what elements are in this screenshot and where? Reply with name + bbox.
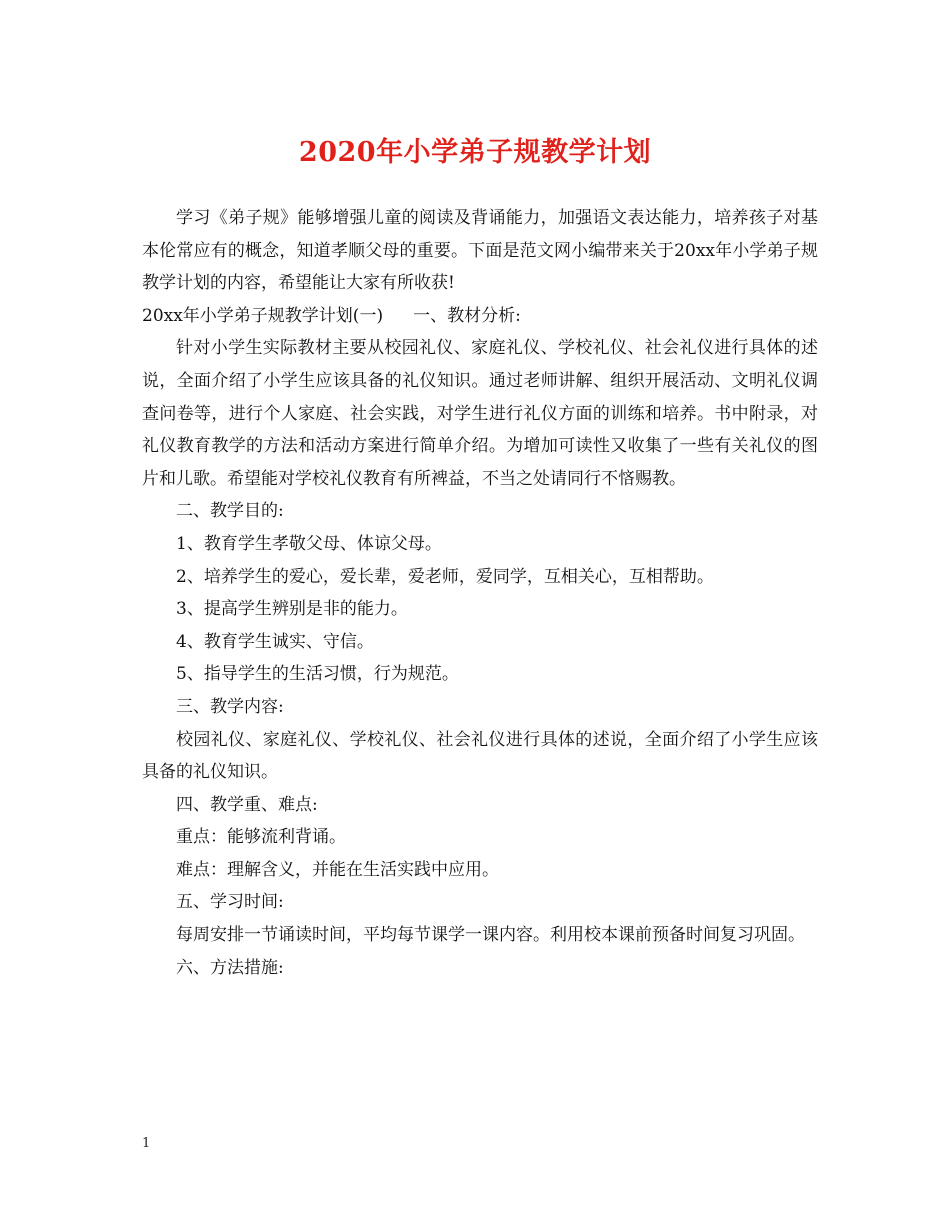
goal-item: 2、培养学生的爱心，爱长辈，爱老师，爱同学，互相关心，互相帮助。	[176, 566, 714, 587]
section1-heading: 一、教材分析:	[413, 305, 521, 326]
document-title: 2020年小学弟子规教学计划	[298, 137, 652, 168]
section3-body: 校园礼仪、家庭礼仪、学校礼仪、社会礼仪进行具体的述说，全面介绍了小学生应该具备的礼仪知识。	[142, 729, 818, 783]
key-point: 重点：能够流利背诵。	[176, 827, 346, 848]
section2-heading: 二、教学目的:	[176, 501, 284, 522]
section1-body: 针对小学生实际教材主要从校园礼仪、家庭礼仪、学校礼仪、社会礼仪进行具体的述说，全面介绍了小学生应该具备的礼仪知识。通过老师讲解、组织开展活动、文明礼仪调查问卷等，进行个人家庭、社会实践，对学生进行礼仪方面的训练和培养。书中附录，对礼仪教育教学的方法和活动方案进行简单介绍。为增加可读性又收集了一些有关礼仪的图片和儿歌。希望能对学校礼仪教育有所裨益，不当之处请同行不悋赐教。	[142, 338, 818, 489]
goal-item: 5、指导学生的生活习惯，行为规范。	[176, 664, 459, 685]
difficult-point: 难点：理解含义，并能在生活实践中应用。	[176, 859, 499, 880]
goal-item: 4、教育学生诚实、守信。	[176, 631, 374, 652]
section5-heading: 五、学习时间:	[176, 892, 284, 913]
document-body	[142, 202, 818, 984]
page-number: 1	[142, 1136, 151, 1151]
section6-heading: 六、方法措施:	[176, 957, 284, 978]
plan-heading: 20xx年小学弟子规教学计划(一)	[142, 305, 384, 326]
section4-heading: 四、教学重、难点:	[176, 794, 318, 815]
section3-heading: 三、教学内容:	[176, 696, 284, 717]
goal-item: 1、教育学生孝敬父母、体谅父母。	[176, 533, 442, 554]
intro-paragraph: 学习《弟子规》能够增强儿童的阅读及背诵能力，加强语文表达能力，培养孩子对基本伦常应有的概念，知道孝顺父母的重要。下面是范文网小编带来关于20xx年小学弟子规教学计划的内容，希望能让大家有所收获!	[142, 208, 818, 294]
section5-body: 每周安排一节诵读时间，平均每节课学一课内容。利用校本课前预备时间复习巩固。	[176, 925, 805, 946]
plan-heading-line	[142, 300, 818, 333]
goal-item: 3、提高学生辨别是非的能力。	[176, 599, 408, 620]
